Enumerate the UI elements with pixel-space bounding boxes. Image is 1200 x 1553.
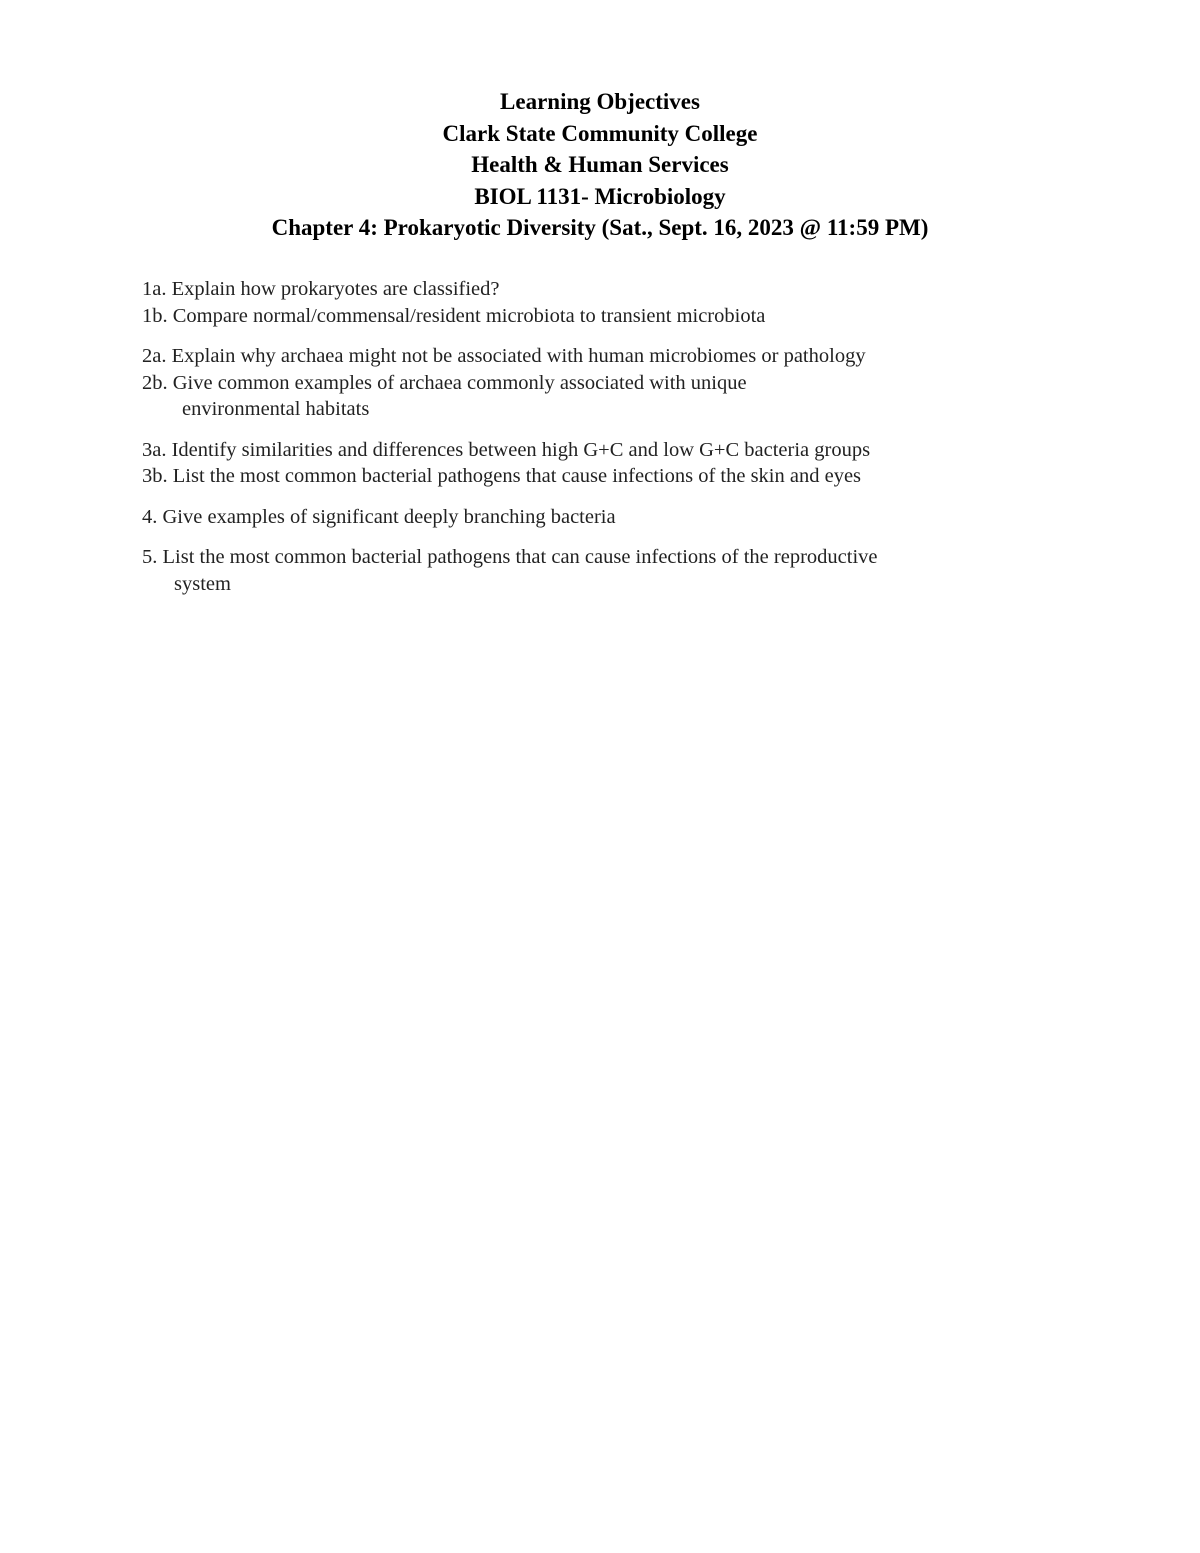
college-name: Clark State Community College bbox=[442, 120, 758, 146]
objective-group-2 bbox=[142, 343, 1042, 423]
objective-3a: 3a. Identify similarities and differences between high G+C and low G+C bacteria groups bbox=[142, 438, 871, 461]
objective-group-4 bbox=[142, 504, 1042, 531]
chapter-title: Chapter 4: Prokaryotic Diversity (Sat., Sept. 16, 2023 @ 11:59 PM) bbox=[271, 215, 929, 240]
course-name: BIOL 1131- Microbiology bbox=[474, 183, 726, 209]
objective-4: 4. Give examples of significant deeply branching bacteria bbox=[142, 505, 616, 528]
objective-2a: 2a. Explain why archaea might not be associated with human microbiomes or pathology bbox=[142, 345, 866, 367]
objective-5: 5. List the most common bacterial pathogens that can cause infections of the reproductive bbox=[142, 546, 878, 568]
objective-2b-continuation: environmental habitats bbox=[182, 398, 370, 420]
objective-1b: 1b. Compare normal/commensal/resident microbiota to transient microbiota bbox=[142, 304, 766, 327]
document-title: Learning Objectives bbox=[500, 89, 700, 114]
objective-3b: 3b. List the most common bacterial pathogens that cause infections of the skin and eyes bbox=[142, 465, 862, 487]
objective-1a: 1a. Explain how prokaryotes are classified? bbox=[142, 278, 500, 300]
objective-group-1 bbox=[142, 276, 1042, 329]
objective-5-continuation: system bbox=[174, 572, 231, 595]
objective-group-5 bbox=[142, 544, 1042, 597]
objective-2b: 2b. Give common examples of archaea commonly associated with unique bbox=[142, 371, 747, 394]
objectives-list bbox=[142, 276, 1042, 611]
department-name: Health & Human Services bbox=[471, 152, 729, 177]
objective-group-3 bbox=[142, 437, 1042, 490]
document-header bbox=[0, 86, 1200, 244]
